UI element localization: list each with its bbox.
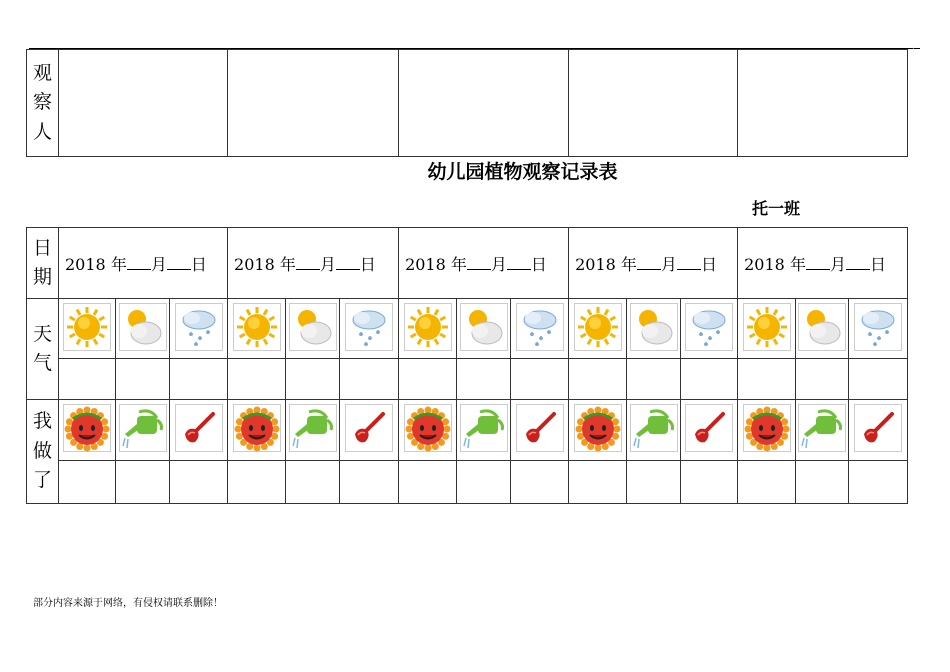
watering-can-icon — [460, 404, 508, 452]
day-blank[interactable] — [677, 255, 701, 270]
weather-option-cell[interactable] — [681, 299, 738, 359]
sunny-icon — [233, 303, 281, 351]
activity-option-cell[interactable] — [116, 400, 170, 461]
activity-option-cell[interactable] — [59, 400, 116, 461]
observer-cell[interactable] — [228, 50, 399, 157]
partly-cloudy-icon — [630, 303, 678, 351]
sunny-icon — [63, 303, 111, 351]
activity-option-cell[interactable] — [457, 400, 511, 461]
observer-cell[interactable] — [738, 50, 908, 157]
weather-option-cell[interactable] — [228, 299, 286, 359]
observer-label-char: 观 — [32, 61, 52, 84]
activity-check-cell[interactable] — [340, 461, 399, 504]
weather-check-cell[interactable] — [681, 359, 738, 400]
weather-option-cell[interactable] — [116, 299, 170, 359]
shovel-icon — [516, 404, 564, 452]
month-char: 月 — [150, 254, 167, 274]
weather-check-cell[interactable] — [286, 359, 340, 400]
day-char: 日 — [359, 254, 376, 274]
row-label — [27, 228, 59, 299]
weather-option-cell[interactable] — [170, 299, 228, 359]
day-blank[interactable] — [336, 255, 360, 270]
month-blank[interactable] — [806, 255, 830, 270]
partly-cloudy-icon — [460, 303, 508, 351]
sunny-icon — [574, 303, 622, 351]
page-title: 幼儿园植物观察记录表 — [427, 161, 618, 183]
month-blank[interactable] — [127, 255, 151, 270]
observer-label-char: 人 — [32, 120, 52, 143]
weather-option-cell[interactable] — [849, 299, 908, 359]
day-blank[interactable] — [167, 255, 191, 270]
activity-option-cell[interactable] — [399, 400, 457, 461]
shovel-icon — [685, 404, 733, 452]
observer-row — [27, 50, 908, 157]
smiling-sun-face-icon — [233, 404, 281, 452]
date-year: 2018 — [575, 254, 616, 274]
activity-option-cell[interactable] — [228, 400, 286, 461]
row-label-char: 日 — [32, 236, 52, 259]
observer-table — [26, 49, 908, 157]
activity-option-cell[interactable] — [511, 400, 569, 461]
day-char: 日 — [530, 254, 547, 274]
weather-check-cell[interactable] — [627, 359, 681, 400]
sunny-icon — [404, 303, 452, 351]
month-blank[interactable] — [296, 255, 320, 270]
weather-icon-row — [27, 299, 908, 359]
month-char: 月 — [490, 254, 507, 274]
activity-check-cell[interactable] — [286, 461, 340, 504]
shovel-icon — [345, 404, 393, 452]
date-row — [27, 228, 908, 299]
date-year: 2018 — [65, 254, 106, 274]
activity-option-cell[interactable] — [681, 400, 738, 461]
activity-check-cell[interactable] — [228, 461, 286, 504]
activity-check-cell[interactable] — [849, 461, 908, 504]
partly-cloudy-icon — [289, 303, 337, 351]
year-char: 年 — [279, 254, 296, 274]
weather-check-cell[interactable] — [399, 359, 457, 400]
watering-can-icon — [798, 404, 846, 452]
class-name: 托一班 — [752, 199, 801, 218]
activity-check-cell[interactable] — [681, 461, 738, 504]
observer-cell[interactable] — [399, 50, 569, 157]
watering-can-icon — [289, 404, 337, 452]
partly-cloudy-icon — [119, 303, 167, 351]
observer-label — [27, 50, 59, 157]
month-char: 月 — [319, 254, 336, 274]
row-label — [27, 400, 59, 504]
smiling-sun-face-icon — [404, 404, 452, 452]
day-char: 日 — [190, 254, 207, 274]
day-blank[interactable] — [846, 255, 870, 270]
activity-check-cell[interactable] — [738, 461, 796, 504]
activity-icon-row — [27, 400, 908, 461]
row-label-char: 气 — [32, 352, 52, 374]
rain-cloud-icon — [516, 303, 564, 351]
activity-option-cell[interactable] — [170, 400, 228, 461]
date-cell[interactable] — [228, 228, 399, 299]
weather-option-cell[interactable] — [511, 299, 569, 359]
row-label-char: 期 — [32, 266, 52, 288]
record-table — [26, 227, 908, 504]
weather-option-cell[interactable] — [59, 299, 116, 359]
row-label-char: 了 — [32, 469, 52, 492]
date-cell[interactable] — [59, 228, 228, 299]
month-char: 月 — [829, 254, 846, 274]
weather-check-row — [27, 359, 908, 400]
activity-option-cell[interactable] — [627, 400, 681, 461]
row-label-char: 天 — [32, 322, 52, 345]
activity-check-cell[interactable] — [116, 461, 170, 504]
activity-check-cell[interactable] — [796, 461, 849, 504]
day-char: 日 — [869, 254, 886, 274]
rain-cloud-icon — [685, 303, 733, 351]
activity-check-row — [27, 461, 908, 504]
rain-cloud-icon — [175, 303, 223, 351]
activity-option-cell[interactable] — [340, 400, 399, 461]
activity-option-cell[interactable] — [286, 400, 340, 461]
weather-check-cell[interactable] — [796, 359, 849, 400]
month-blank[interactable] — [637, 255, 661, 270]
date-cell[interactable] — [738, 228, 908, 299]
activity-check-cell[interactable] — [627, 461, 681, 504]
weather-check-cell[interactable] — [116, 359, 170, 400]
activity-check-cell[interactable] — [59, 461, 116, 504]
weather-check-cell[interactable] — [569, 359, 627, 400]
observer-label-char: 察 — [32, 91, 52, 114]
weather-option-cell[interactable] — [627, 299, 681, 359]
sunny-icon — [743, 303, 791, 351]
day-char: 日 — [700, 254, 717, 274]
weather-check-cell[interactable] — [738, 359, 796, 400]
date-cell[interactable] — [399, 228, 569, 299]
activity-option-cell[interactable] — [796, 400, 849, 461]
rain-cloud-icon — [854, 303, 902, 351]
activity-option-cell[interactable] — [849, 400, 908, 461]
smiling-sun-face-icon — [63, 404, 111, 452]
observer-cell[interactable] — [569, 50, 738, 157]
month-char: 月 — [660, 254, 677, 274]
weather-check-cell[interactable] — [170, 359, 228, 400]
footer-note: 部分内容来源于网络，有侵权请联系删除！ — [33, 598, 223, 609]
date-year: 2018 — [744, 254, 785, 274]
weather-option-cell[interactable] — [286, 299, 340, 359]
weather-option-cell[interactable] — [738, 299, 796, 359]
activity-option-cell[interactable] — [738, 400, 796, 461]
weather-check-cell[interactable] — [228, 359, 286, 400]
activity-check-cell[interactable] — [511, 461, 569, 504]
year-char: 年 — [110, 254, 127, 274]
weather-check-cell[interactable] — [59, 359, 116, 400]
observer-cell[interactable] — [59, 50, 228, 157]
rain-cloud-icon — [345, 303, 393, 351]
weather-option-cell[interactable] — [569, 299, 627, 359]
weather-check-cell[interactable] — [340, 359, 399, 400]
month-blank[interactable] — [467, 255, 491, 270]
year-char: 年 — [620, 254, 637, 274]
date-cell[interactable] — [569, 228, 738, 299]
year-char: 年 — [450, 254, 467, 274]
activity-check-cell[interactable] — [569, 461, 627, 504]
corner-mark: . — [912, 42, 915, 52]
watering-can-icon — [630, 404, 678, 452]
activity-check-cell[interactable] — [170, 461, 228, 504]
date-year: 2018 — [234, 254, 275, 274]
weather-option-cell[interactable] — [457, 299, 511, 359]
activity-check-cell[interactable] — [457, 461, 511, 504]
row-label-char: 做 — [32, 439, 52, 462]
weather-option-cell[interactable] — [796, 299, 849, 359]
smiling-sun-face-icon — [743, 404, 791, 452]
shovel-icon — [854, 404, 902, 452]
activity-check-cell[interactable] — [399, 461, 457, 504]
smiling-sun-face-icon — [574, 404, 622, 452]
weather-check-cell[interactable] — [457, 359, 511, 400]
weather-check-cell[interactable] — [849, 359, 908, 400]
watering-can-icon — [119, 404, 167, 452]
activity-option-cell[interactable] — [569, 400, 627, 461]
year-char: 年 — [789, 254, 806, 274]
row-label-char: 我 — [32, 410, 52, 433]
date-year: 2018 — [405, 254, 446, 274]
weather-option-cell[interactable] — [399, 299, 457, 359]
weather-option-cell[interactable] — [340, 299, 399, 359]
partly-cloudy-icon — [798, 303, 846, 351]
weather-check-cell[interactable] — [511, 359, 569, 400]
shovel-icon — [175, 404, 223, 452]
row-label — [27, 299, 59, 400]
day-blank[interactable] — [507, 255, 531, 270]
